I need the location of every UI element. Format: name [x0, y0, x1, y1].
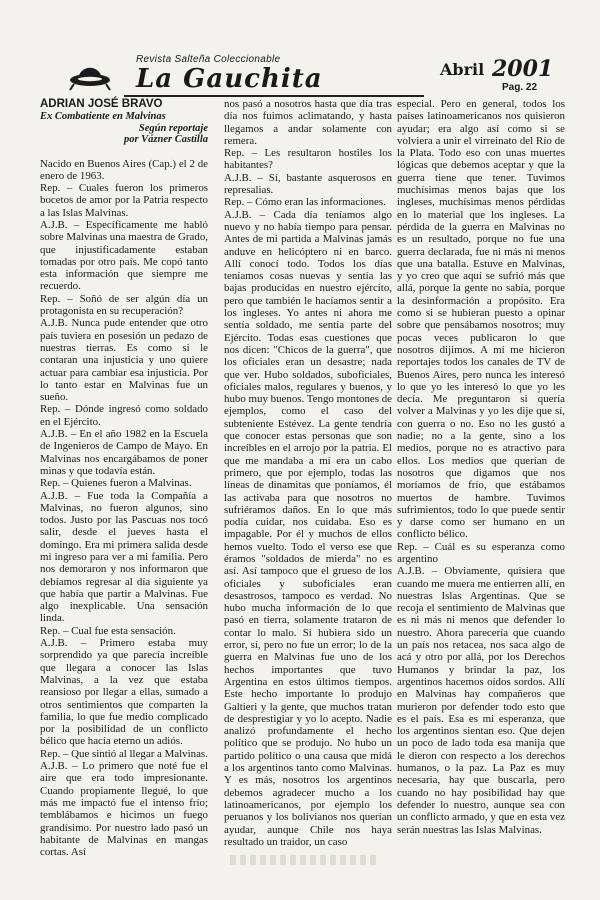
author-role: Ex Combatiente en Malvinas	[40, 111, 166, 122]
interview-credit-line-2: por Vázner Castilla	[123, 134, 208, 145]
paragraph: Rep. – Soñó de ser algún día un protagonista en su recuperación?	[40, 292, 208, 318]
article-column-3	[397, 98, 565, 836]
paragraph: A.J.B. – Sí, bastante asquerosos en represalias.	[224, 171, 392, 197]
paragraph: Rep. – Cuál es su esperanza como argentino	[397, 540, 565, 565]
paragraph: Rep. – Quienes fueron a Malvinas.	[40, 477, 192, 490]
paragraph: Rep. – Que sintió al llegar a Malvinas.	[40, 747, 208, 760]
paragraph: Nacido en Buenos Aires (Cap.) el 2 de enero de 1963.	[40, 157, 208, 182]
paragraph: A.J.B. – Primero estaba muy sorprendido ya que parecía increíble que llegara a conocer las Islas Malvinas, a la vez que estaba reansioso por llegar a ellas, sumado a otros sentimientos que comparten la familia, lo que fue medio complicado por la posibilidad de un conflicto bélico que hacía eterno un adiós.	[40, 637, 208, 748]
paragraph: A.J.B. – Específicamente me habló sobre Malvinas una maestra de Grado, que injustificadamente estaban tomadas por otro país. Me copó tanto esta información que siempre me recuerdo.	[40, 218, 208, 293]
paragraph: A.J.B. – Lo primero que noté fue el aire que era todo impresionante. Cuando propiamente llegué, lo que más me impactó fue el intenso frío; temblábamos e hicimos un fuego grandísimo. Por nuestro lado pasó un habitante de Malvinas en mangas cortas. Así	[40, 760, 208, 859]
paragraph: Rep. – Les resultaron hostiles los habitantes?	[224, 147, 392, 172]
article-column-1	[40, 98, 208, 858]
paragraph: A.J.B. – Fue toda la Compañía a Malvinas, no fueron algunos, sino todos. Justo por las Pascuas nos tocó salir, desde el jueves hasta el domingo. Era mi primera salida desde mi ingreso para ver a mi familia. Pero nos demoraron y nos informaron que debíamos regresar al día siguiente ya que había que partir a Malvinas. Fue algo inexplicable. Una sensación linda.	[40, 489, 208, 625]
paragraph: Rep. – Cómo eran las informaciones.	[224, 196, 386, 209]
masthead-subtitle: Revista Salteña Coleccionable	[136, 54, 281, 65]
paragraph: Rep. – Cuales fueron los primeros bocetos de amor por la Patria respecto a las Islas Malvinas.	[40, 182, 208, 219]
paragraph: A.J.B. – Obviamente, quisiera que cuando me muera me entierren allí, en nuestras Islas Argentinas. Que se recoja el sentimiento de Malvinas que es ni más ni menos que defender lo nuestro. Ahora parecería que cuando un país nos retacea, nos saca algo de acá y otro por allá, por los Derechos Humanos y brindar la paz, los argentinos hacemos oídos sordos. Allí en Malvinas hay compañeros que murieron por defender todo esto que es el país. Esa es mi esperanza, que los argentinos sientan eso. Que dejen un poco de lado toda esa manija que le dieron con respecto a los derechos humanos, o la paz. La Paz es muy necesaria, hay que buscarla, pero cuando no hay posibilidad hay que defender lo nuestro, aunque sea con un conflicto armado, y que en esta vez serán nuestras las Islas Malvinas.	[397, 565, 565, 836]
article-column-2	[224, 98, 392, 848]
paragraph: Rep. – Dónde ingresó como soldado en el Ejército.	[40, 403, 208, 428]
masthead-title: La Gauchita	[136, 64, 323, 94]
interview-credit-line-1: Según reportaje	[138, 122, 208, 134]
issue-month: Abril	[440, 60, 485, 79]
paragraph: Rep. – Cual fue esta sensación.	[40, 624, 176, 637]
print-bleed-through	[230, 855, 380, 865]
author-name: ADRIAN JOSÉ BRAVO	[40, 98, 163, 110]
paragraph: especial. Pero en general, todos los países latinoamericanos nos quisieron ayudar; era algo así como si se volviera a unir el virreinato del Río de la Plata. Todo eso con unas muertes lógicas que debemos aceptar y que la guerra tiene que tener. Tuvimos muchísimas menos bajas que los ingleses, muchísimas menos pérdidas en lo material que los ingleses. La pérdida de la guerra en Malvinas no es un resultado, porque no fue una guerra declarada, fue ni más ni menos que una batalla. Estuve en Malvinas, y yo creo que aquí se sufrió más que allá, porque la gente no sabía, porque la desinformación a propósito. Era como si se hubieran puesto a opinar sobre que pensábamos nosotros; muy pocas veces publicaron lo que nosotros dijimos. A mí me hicieron reportajes todos los canales de TV de Buenos Aires, pero nunca les interesó lo que yo les interesó lo que yo les decía. Me preguntaron si quería volver a Malvinas y yo les dije que sí, con guerra o no. Eso no les gustó a nadie; no a la gente, sino a los medios, porque no es atractivo para ellos. Los medios que querían de nosotros que digamos que nos moríamos de frío, que estábamos muertos de hambre. Tuvimos sufrimientos, todo lo que puede sentir y darse como ser humano en un conflicto bélico.	[397, 98, 565, 541]
byline-spacer	[40, 146, 208, 158]
page-number: Pag. 22	[502, 82, 538, 93]
paragraph: A.J.B. Nunca pude entender que otro país tuviera en posesión un pedazo de nuestras tierras. Es como si le contaran una injusticia y uno quiere actuar para cambiar esa injusticia. Por lo tanto estar en Malvinas fue un sueño.	[40, 317, 208, 404]
paragraph: A.J.B. – En el año 1982 en la Escuela de Ingenieros de Campo de Mayo. En Malvinas nos encargábamos de poner minas y que todavía están.	[40, 428, 208, 477]
gaucho-hat-icon	[68, 54, 112, 92]
masthead	[40, 50, 570, 98]
paragraph: A.J.B. – Cada día teníamos algo nuevo y no había tiempo para pensar. Antes de mi partida a Malvinas jamás anduve en helicóptero ni en barco. Allí conocí todo. Todos los días teníamos cosas nuevas y sentía las bajas producidas en nuestro ejército, pero que también le hacíamos sentir a los ingleses. Yo antes ni ahora me sentía soldado, me sentía parte del Ejército. Todas esas cuestiones que nos dicen: "Chicos de la guerra", que los oficiales eran un desastre; nada que ver. Hubo soldados, suboficiales, oficiales malos, regulares y buenos, y hubo muy buenos. Tengo montones de ejemplos, como el caso del subteniente Estévez. La gente tendría que conocer estas personas que son increíbles en el arrojo por la patria. El que me mandaba a mí era un cabo primero, que por ejemplo, todas las líneas de dinamitas que poníamos, él las activaba para que nosotros no sufriéramos daños. En lo que más podía cuidar, nos cuidaba. Eso es impagable. Por él y muchos de ellos hemos vuelto. Todo el verso ese que éramos "soldados de mierda" no es así. Así tampoco que el grueso de los oficiales y suboficiales eran desastrosos, tampoco es verdad. No hubo mucha información de lo que pasó en tierra, solamente trataron de contar lo malo. Si hubiera sido un error, sí, pero no fue un error; lo de la guerra en Malvinas fue uno de los hechos importantes que tuvo Argentina en estos últimos tiempos. Este hecho importante lo produjo Galtieri y la gente, que muchos tratan de desprestigiar y yo lo acepto. Nadie analizó profundamente el hecho político que se produjo. No hubo un partido político o una causa que midá a los argentinos tanto como Malvinas. Y es más, nosotros los argentinos debemos agradecer mucho a los latinoamericanos, por ejemplo los peruanos y los bolivianos nos querían ayudar, aunque Chile nos haya resultado un traidor, un caso	[224, 208, 392, 848]
paragraph: nos pasó a nosotros hasta que día tras día nos fuimos aclimatando, y hasta llegamos a andar solamente con remera.	[224, 98, 392, 147]
issue-year: 2001	[492, 56, 554, 82]
masthead-rule	[124, 95, 424, 97]
